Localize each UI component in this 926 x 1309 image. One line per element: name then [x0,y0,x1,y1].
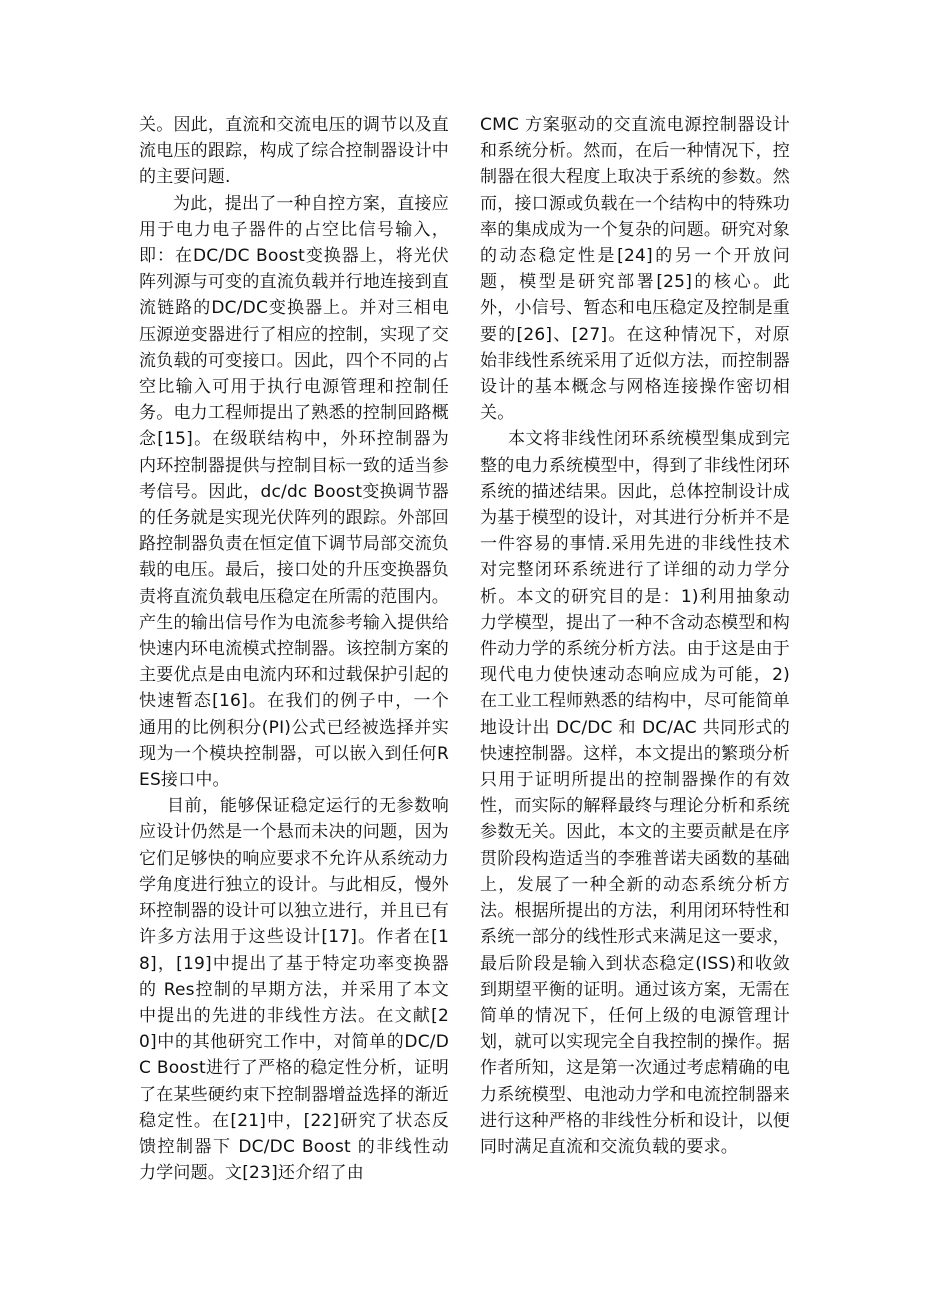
paragraph: 目前，能够保证稳定运行的无参数响应设计仍然是一个悬而未决的问题，因为它们足够快的响应要求不允许从系统动力学角度进行独立的设计。与此相反，慢外环控制器的设计可以独立进行，并且已有许多方法用于这些设计[17]。作者在[18]，[19]中提出了基于特定功率变换器的 Res控制的早期方法，并采用了本文中提出的先进的非线性方法。在文献[20]中的其他研究工作中，对简单的DC/DC Boost进行了严格的稳定性分析，证明了在某些硬约束下控制器增益选择的渐近稳定性。在[21]中，[22]研究了状态反馈控制器下 DC/DC Boost 的非线性动力学问题。文[23]还介绍了由 [139,796,449,1184]
paragraph: 本文将非线性闭环系统模型集成到完整的电力系统模型中，得到了非线性闭环系统的描述结果。因此，总体控制设计成为基于模型的设计，对其进行分析并不是一件容易的事情.采用先进的非线性技术对完整闭环系统进行了详细的动力学分析。本文的研究目的是：1)利用抽象动力学模型，提出了一种不含动态模型和构件动力学的系统分析方法。由于这是由于现代电力使快速动态响应成为可能，2)在工业工程师熟悉的结构中，尽可能简单地设计出 DC/DC 和 DC/AC 共同形式的快速控制器。这样，本文提出的繁琐分析只用于证明所提出的控制器操作的有效性，而实际的解释最终与理论分析和系统参数无关。因此，本文的主要贡献是在序贯阶段构造适当的李雅普诺夫函数的基础上，发展了一种全新的动态系统分析方法。根据所提出的方法，利用闭环特性和系统一部分的线性形式来满足这一要求，最后阶段是输入到状态稳定(ISS)和收敛到期望平衡的证明。通过该方案，无需在简单的情况下，任何上级的电源管理计划，就可以实现完全自我控制的操作。据作者所知，这是第一次通过考虑精确的电力系统模型、电池动力学和电流控制器来进行这种严格的非线性分析和设计，以便同时满足直流和交流负载的要求。 [480,429,790,1157]
paragraph-continuation: CMC 方案驱动的交直流电源控制器设计和系统分析。然而，在后一种情况下，控制器在很大程度上取决于系统的参数。然而，接口源或负载在一个结构中的特殊功率的集成成为一个复杂的问题。研究对象的动态稳定性是[24]的另一个开放问题，模型是研究部署[25]的核心。此外，小信号、暂态和电压稳定及控制是重要的[26]、[27]。在这种情况下，对原始非线性系统采用了近似方法，而控制器设计的基本概念与网格连接操作密切相关。 [480,115,790,424]
paragraph-continuation: 关。因此，直流和交流电压的调节以及直流电压的跟踪，构成了综合控制器设计中的主要问题. [139,115,449,188]
left-column [139,112,449,1186]
right-column [480,112,790,1160]
paragraph: 为此，提出了一种自控方案，直接应用于电力电子器件的占空比信号输入，即：在DC/DC Boost变换器上，将光伏阵列源与可变的直流负载并行地连接到直流链路的DC/DC变换器上。并对三相电压源逆变器进行了相应的控制，实现了交流负载的可变接口。因此，四个不同的占空比输入可用于执行电源管理和控制任务。电力工程师提出了熟悉的控制回路概念[15]。在级联结构中，外环控制器为内环控制器提供与控制目标一致的适当参考信号。因此，dc/dc Boost变换调节器的任务就是实现光伏阵列的跟踪。外部回路控制器负责在恒定值下调节局部交流负载的电压。最后，接口处的升压变换器负责将直流负载电压稳定在所需的范围内。产生的输出信号作为电流参考输入提供给快速内环电流模式控制器。该控制方案的主要优点是由电流内环和过载保护引起的快速暂态[16]。在我们的例子中，一个通用的比例积分(PI)公式已经被选择并实现为一个模块控制器，可以嵌入到任何RES接口中。 [139,193,449,791]
